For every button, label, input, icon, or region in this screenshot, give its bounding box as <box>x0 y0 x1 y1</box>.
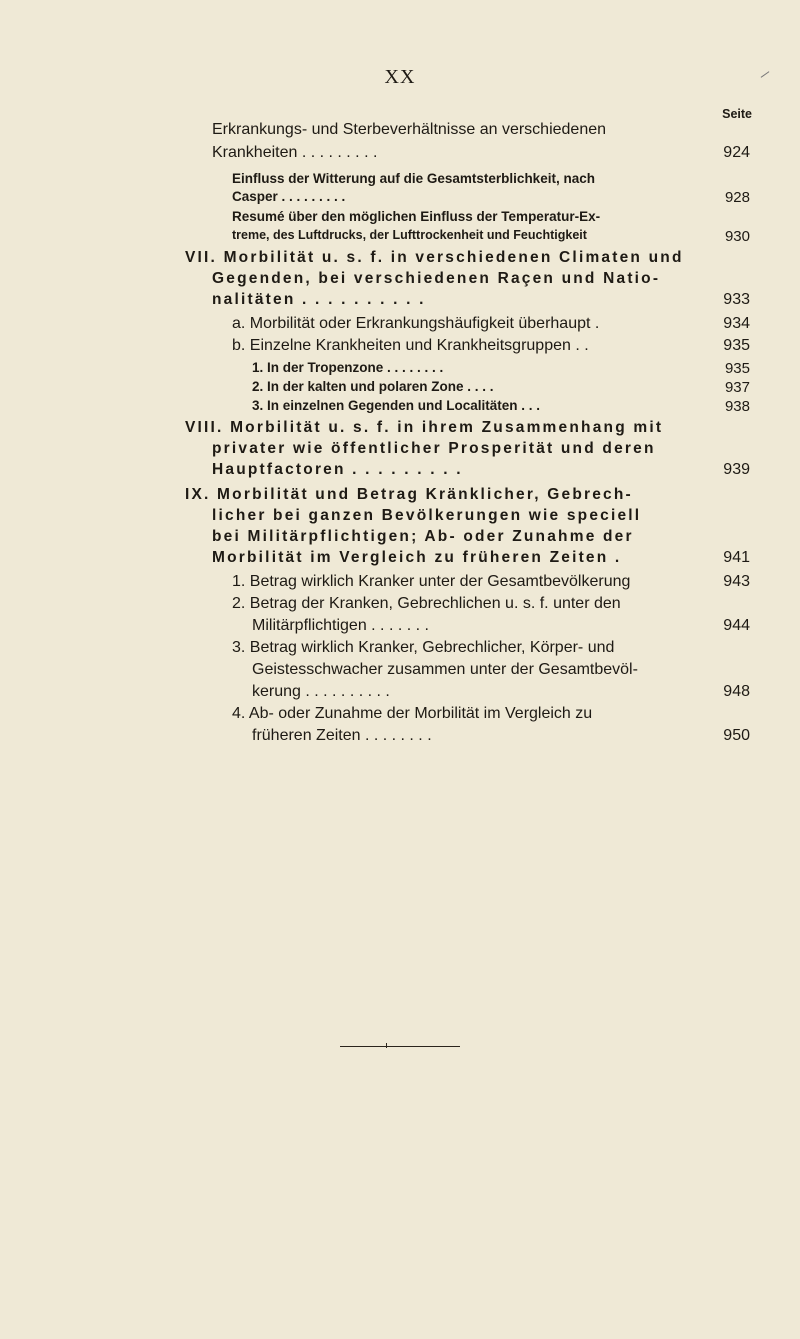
page-number: XX <box>384 66 416 88</box>
toc-line: a. Morbilität oder Erkrankungshäufigkeit überhaupt . <box>232 315 600 332</box>
toc-line: Erkrankungs- und Sterbeverhältnisse an verschiedenen <box>212 121 607 138</box>
toc-line: 1. Betrag wirklich Kranker unter der Gesamtbevölkerung <box>232 573 631 590</box>
toc-line: Hauptfactoren . . . . . . . . . <box>212 461 463 478</box>
toc-line: b. Einzelne Krankheiten und Krankheitsgruppen . . <box>232 337 589 354</box>
toc-page: 944 <box>723 617 750 634</box>
column-header-seite: Seite <box>722 107 752 121</box>
toc-page: 934 <box>723 315 750 332</box>
toc-line: 3. In einzelnen Gegenden und Localitäten . . . <box>252 398 541 413</box>
toc-page: 928 <box>724 189 750 206</box>
toc-line: kerung . . . . . . . . . . <box>252 683 390 700</box>
toc-page: 939 <box>723 461 750 478</box>
toc-page: 935 <box>724 360 750 377</box>
toc-line: Krankheiten . . . . . . . . . <box>212 144 378 161</box>
toc-line: IX. Morbilität und Betrag Kränklicher, Gebrech- <box>185 486 633 503</box>
toc-page: 935 <box>723 337 750 354</box>
toc-line: bei Militärpflichtigen; Ab- oder Zunahme der <box>212 528 634 545</box>
toc-line: 1. In der Tropenzone . . . . . . . . <box>252 360 444 375</box>
toc-line: Militärpflichtigen . . . . . . . <box>252 617 429 634</box>
toc-page: 937 <box>724 379 750 396</box>
toc-line: 2. Betrag der Kranken, Gebrechlichen u. s. f. unter den <box>232 595 621 612</box>
toc-line: licher bei ganzen Bevölkerungen wie speciell <box>212 507 642 524</box>
toc-page: 950 <box>723 727 750 744</box>
toc-line: 3. Betrag wirklich Kranker, Gebrechlicher, Körper- und <box>232 639 615 656</box>
section-divider <box>340 1046 460 1047</box>
toc-line: Geistesschwacher zusammen unter der Gesamtbevöl- <box>252 661 638 678</box>
toc-page: 948 <box>723 683 750 700</box>
toc-line: früheren Zeiten . . . . . . . . <box>252 727 432 744</box>
toc-line: 2. In der kalten und polaren Zone . . . . <box>252 379 494 394</box>
section-divider-tick <box>386 1043 391 1048</box>
toc-page: 933 <box>723 291 750 308</box>
toc-page: 930 <box>724 228 750 245</box>
toc-line: VIII. Morbilität u. s. f. in ihrem Zusammenhang mit <box>185 419 664 436</box>
toc-line: Morbilität im Vergleich zu früheren Zeiten . <box>212 549 622 566</box>
toc-line: privater wie öffentlicher Prosperität und deren <box>212 440 656 457</box>
toc-page: 938 <box>724 398 750 415</box>
toc-line: Resumé über den möglichen Einfluss der Temperatur-Ex- <box>232 209 601 224</box>
toc-line: nalitäten . . . . . . . . . . <box>212 291 426 308</box>
toc-page: 941 <box>723 549 750 566</box>
toc-page: 924 <box>723 144 750 161</box>
toc-line: Casper . . . . . . . . . <box>232 189 346 204</box>
toc-line: VII. Morbilität u. s. f. in verschiedenen Climaten und <box>185 249 684 266</box>
toc-line: treme, des Luftdrucks, der Lufttrockenheit und Feuchtigkeit <box>232 228 587 242</box>
toc-page: 943 <box>723 573 750 590</box>
toc-line: Gegenden, bei verschiedenen Raçen und Natio- <box>212 270 661 287</box>
toc-line: Einfluss der Witterung auf die Gesamtsterblichkeit, nach <box>232 171 595 186</box>
toc-line: 4. Ab- oder Zunahme der Morbilität im Vergleich zu <box>232 705 593 722</box>
